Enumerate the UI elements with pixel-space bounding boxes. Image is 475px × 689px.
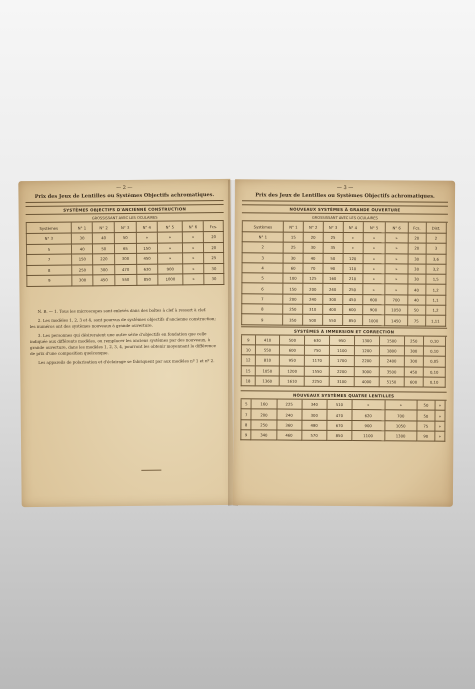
table-cell: 125 <box>303 273 323 283</box>
table-cell: » <box>362 264 385 274</box>
table-cell: 20 <box>204 242 224 253</box>
table-cell: 460 <box>276 430 301 440</box>
table-cell: 200 <box>251 409 276 419</box>
table-cell: 35 <box>323 243 343 253</box>
table-cell: 600 <box>362 294 385 304</box>
note-paragraph: 3. Les personnes qui désireraient une autre série d'objectifs en fondation que celle indiquée aux différents modèles, ou remplacer les anciens systèmes par des nouveaux, à grande ouverture, dans les modèles 1, 2, 3, 4, pourront les obtenir moyennant la différence de prix d'une composition quelconque. <box>29 330 216 356</box>
right-page-number: — 3 — <box>336 184 354 192</box>
table-body <box>26 231 224 286</box>
table-cell: 240 <box>277 409 302 419</box>
table-cell: 1000 <box>158 274 183 285</box>
four-lens-section-heading: NOUVEAUX SYSTÈMES QUATRE LENTILLES <box>241 390 447 400</box>
table-cell: 900 <box>158 263 183 274</box>
table-cell: 0,10 <box>423 336 445 346</box>
table-cell: 50 <box>114 232 136 243</box>
title-rule <box>242 200 448 202</box>
left-section-heading: SYSTÈMES OBJECTIFS D'ANCIENNE CONSTRUCTION <box>26 204 224 215</box>
table-cell: 1,1 <box>425 295 446 305</box>
column-header: Systèmes <box>242 221 283 232</box>
table-cell: » <box>363 243 386 253</box>
table-cell: 40 <box>93 233 115 244</box>
table-cell: 900 <box>352 420 385 431</box>
table-cell: » <box>385 253 408 263</box>
table-cell: 1300 <box>354 336 379 346</box>
column-header: Fcs. <box>408 222 426 233</box>
table-cell: 250 <box>404 336 423 346</box>
table-cell: 350 <box>283 314 303 324</box>
table-cell: 3,6 <box>426 254 447 264</box>
table-cell: » <box>385 233 408 243</box>
table-cell: 30 <box>408 254 426 264</box>
table-row <box>241 376 445 388</box>
table-cell: 8 <box>27 265 72 276</box>
table-cell: 480 <box>302 420 327 430</box>
table-cell: 30 <box>204 263 224 274</box>
decorative-rule <box>141 470 161 471</box>
table-cell: 40 <box>71 243 93 254</box>
table-cell: » <box>158 242 183 253</box>
table-cell: 1,2 <box>425 285 446 295</box>
table-cell: 550 <box>115 274 137 285</box>
table-cell: 75 <box>417 421 435 431</box>
table-cell: 850 <box>342 315 362 325</box>
table-cell: 5 <box>26 244 71 255</box>
table-cell: » <box>182 232 204 243</box>
title-rule <box>26 200 224 203</box>
right-page <box>233 179 455 507</box>
table-cell: 65 <box>115 243 137 254</box>
table-cell: 950 <box>280 355 305 365</box>
table-cell: » <box>385 274 408 284</box>
table-cell: 0,10 <box>423 346 445 356</box>
table-cell: 2400 <box>379 356 404 366</box>
table-cell: 6 <box>242 283 283 294</box>
table-cell: 250 <box>283 304 303 314</box>
left-page-title: Prix des Jeux de Lentilles ou Systèmes Objectifs achromatiques. <box>34 192 215 200</box>
table-cell: 950 <box>330 336 355 346</box>
column-header: N° 1 <box>283 222 303 233</box>
table-cell: 570 <box>302 430 327 440</box>
table-cell: 600 <box>404 377 423 387</box>
table-cell: 600 <box>280 345 305 355</box>
table-cell: 300 <box>93 264 115 275</box>
table-cell: » <box>385 400 418 410</box>
table-cell: » <box>363 253 386 263</box>
table-row <box>242 314 446 326</box>
table-cell: 50 <box>323 253 343 263</box>
table-cell: 4 <box>242 263 283 274</box>
table-cell: 25 <box>323 232 343 242</box>
table-cell: 600 <box>342 305 362 315</box>
table-cell: 450 <box>136 253 158 264</box>
table-cell: 20 <box>408 233 426 243</box>
table-cell: 900 <box>362 305 385 315</box>
table-cell: 50 <box>417 401 435 411</box>
column-header: N° 4 <box>136 222 158 233</box>
table-cell: » <box>385 264 408 274</box>
table-cell: 3100 <box>329 376 354 386</box>
column-header: N° 3 <box>323 222 343 233</box>
table-cell: 2250 <box>304 376 329 386</box>
table-cell: » <box>363 233 386 243</box>
table-cell: 240 <box>303 294 323 304</box>
table-body <box>242 232 447 326</box>
table-cell: 630 <box>305 335 330 345</box>
table-cell: 1050 <box>255 365 280 375</box>
table-cell: 240 <box>323 284 343 294</box>
open-catalogue-booklet <box>20 180 454 506</box>
table-cell: 450 <box>342 294 362 304</box>
table-cell: 30 <box>303 243 323 253</box>
table-cell: 10 <box>241 345 255 355</box>
table-cell: 8 <box>242 304 283 315</box>
column-header: N° 2 <box>93 222 115 233</box>
table-cell: 200 <box>303 284 323 294</box>
table-cell: 550 <box>322 315 342 325</box>
table-cell: 810 <box>255 355 280 365</box>
table-cell: 1,2 <box>425 305 446 315</box>
table-cell: 12 <box>241 355 255 365</box>
table-cell: 70 <box>303 263 323 273</box>
table-cell: 25 <box>283 242 303 252</box>
table-cell: N° 1 <box>242 232 283 243</box>
table-cell: 0,10 <box>423 367 445 377</box>
table-cell: 1300 <box>384 431 417 442</box>
table-cell: 7 <box>27 254 72 265</box>
table-cell: 300 <box>115 253 137 264</box>
table-cell: 1100 <box>330 345 355 355</box>
column-header: N° 6 <box>182 221 204 232</box>
table-cell: » <box>182 242 204 253</box>
table-cell: 340 <box>302 400 327 410</box>
table-cell: 110 <box>343 263 363 273</box>
table-cell: 3000 <box>354 366 379 376</box>
table-cell: 250 <box>72 264 94 275</box>
table-cell: 50 <box>93 243 115 254</box>
table-cell: » <box>362 284 385 294</box>
table-cell: 450 <box>93 275 115 286</box>
table-cell: 470 <box>327 410 352 420</box>
table-cell: 20 <box>303 232 323 242</box>
table-cell: 850 <box>327 430 352 440</box>
table-cell: N° 3 <box>26 233 71 244</box>
table-cell: » <box>136 232 158 243</box>
table-cell: 8 <box>241 420 251 430</box>
table-cell: 500 <box>280 335 305 345</box>
table-cell: 750 <box>305 345 330 355</box>
table-cell: 90 <box>417 431 435 441</box>
table-cell: 40 <box>303 253 323 263</box>
table-cell: 220 <box>93 254 115 265</box>
table-cell: 30 <box>408 264 426 274</box>
table-cell: » <box>435 401 445 411</box>
table-cell: 40 <box>407 284 425 294</box>
table-cell: » <box>343 232 363 242</box>
table-cell: 400 <box>323 304 343 314</box>
table-cell: 340 <box>251 430 276 440</box>
table-cell: 1500 <box>379 336 404 346</box>
table-cell: 30 <box>71 233 93 244</box>
table-cell: 500 <box>303 315 323 325</box>
table-cell: 30 <box>408 274 426 284</box>
column-header: N° 1 <box>71 222 93 233</box>
table-cell: 630 <box>136 264 158 275</box>
table-cell: 9 <box>241 335 255 345</box>
table-cell: 3 <box>242 252 283 263</box>
table-cell: 3,2 <box>426 264 447 274</box>
table-cell: 1,5 <box>425 274 446 284</box>
table-cell: 0,10 <box>423 377 445 387</box>
table-cell: 300 <box>404 346 423 356</box>
table-cell: » <box>182 253 204 264</box>
table-cell: 1200 <box>354 346 379 356</box>
table-cell: 90 <box>323 263 343 273</box>
note-paragraph: Les appareils de polarisation et d'éclairage se fabriquent par aux modèles nº 1 et nº 2. <box>38 357 215 365</box>
column-header: N° 4 <box>343 222 363 233</box>
four-lens-price-table <box>240 399 445 442</box>
table-cell: 25 <box>204 252 224 263</box>
note-paragraph: N. B. — 1. Tous les microscopes sont enlevés dans des boîtes à clef à ressort à clef. <box>37 306 207 314</box>
table-cell: 3 <box>426 243 447 253</box>
table-cell: 5150 <box>379 377 404 387</box>
table-cell: » <box>435 421 445 431</box>
table-body <box>241 399 445 441</box>
table-cell: 50 <box>417 410 435 420</box>
table-cell: 2200 <box>329 366 354 376</box>
table-cell: 160 <box>251 400 276 410</box>
table-cell: 1550 <box>305 366 330 376</box>
table-cell: 2200 <box>354 356 379 366</box>
table-cell: 5 <box>242 273 283 284</box>
table-cell: 300 <box>72 275 94 286</box>
table-cell: 200 <box>283 294 303 304</box>
table-cell: 1170 <box>305 355 330 365</box>
table-cell: 300 <box>404 356 423 366</box>
table-cell: 1450 <box>385 315 408 325</box>
table-cell: 510 <box>327 400 352 410</box>
table-cell: 450 <box>404 366 423 376</box>
column-header: Systèmes <box>26 223 71 234</box>
left-page-number: — 2 — <box>116 184 133 192</box>
table-cell: 150 <box>71 254 93 265</box>
column-header: N° 5 <box>363 222 386 233</box>
table-cell: 9 <box>241 430 251 440</box>
table-cell: 15 <box>283 232 303 242</box>
table-cell: » <box>183 263 205 274</box>
table-row <box>241 430 445 442</box>
table-cell: 300 <box>323 294 343 304</box>
table-cell: 1360 <box>255 376 280 386</box>
left-price-table <box>26 221 225 287</box>
table-cell: 210 <box>343 274 363 284</box>
table-cell: 250 <box>251 420 276 430</box>
table-cell: » <box>435 411 445 421</box>
column-header: Dist. <box>426 223 447 234</box>
left-subheading: GROSSISSANT AVEC LES OCULAIRES <box>26 213 224 223</box>
table-cell: 20 <box>204 231 224 242</box>
table-cell: 850 <box>136 274 158 285</box>
table-cell: 360 <box>276 420 301 430</box>
table-cell: 225 <box>277 400 302 410</box>
table-cell: 550 <box>255 345 280 355</box>
column-header: N° 6 <box>385 222 408 233</box>
table-cell: 20 <box>408 243 426 253</box>
table-cell: 0,05 <box>423 356 445 366</box>
table-cell: 60 <box>283 263 303 273</box>
table-cell: 4000 <box>354 376 379 386</box>
right-subheading: GROSSISSANT AVEC LES OCULAIRES <box>242 213 448 222</box>
table-body <box>241 335 445 387</box>
table-cell: 30 <box>204 273 224 284</box>
table-cell: 120 <box>343 253 363 263</box>
table-cell: 150 <box>283 284 303 294</box>
table-cell: 620 <box>352 410 385 421</box>
table-cell: 700 <box>385 295 408 305</box>
table-cell: 1700 <box>329 356 354 366</box>
table-cell: 5 <box>241 399 251 409</box>
table-cell: 150 <box>136 243 158 254</box>
table-cell: 30 <box>283 253 303 263</box>
table-cell: 1100 <box>352 431 385 442</box>
table-cell: » <box>158 253 183 264</box>
table-cell: 7 <box>241 409 251 419</box>
note-paragraph: 2. Les modèles 1, 2, 3 et 4, sont pourvus de systèmes objectifs d'ancienne construction; les numéros ont des systèmes nouveaux à grande ouverture. <box>29 315 216 329</box>
table-cell: 1800 <box>379 346 404 356</box>
immersion-section-heading: SYSTÈMES À IMMERSION ET CORRECTION <box>241 326 447 336</box>
table-cell: » <box>183 274 205 285</box>
table-cell: 1610 <box>280 376 305 386</box>
table-cell: » <box>385 243 408 253</box>
table-cell: 18 <box>241 376 255 386</box>
table-cell: 50 <box>407 305 425 315</box>
table-cell: 250 <box>343 284 363 294</box>
table-cell: » <box>343 243 363 253</box>
table-cell: 300 <box>302 410 327 420</box>
left-page <box>18 179 233 507</box>
table-cell: 100 <box>283 273 303 283</box>
right-section-heading: NOUVEAUX SYSTÈMES À GRANDE OUVERTURE <box>242 204 448 214</box>
right-price-table <box>241 221 447 326</box>
table-cell: » <box>352 400 385 410</box>
table-cell: 3500 <box>379 366 404 376</box>
table-cell: 410 <box>255 335 280 345</box>
immersion-price-table <box>241 335 446 388</box>
table-cell: 470 <box>115 264 137 275</box>
table-cell: 75 <box>407 315 425 325</box>
column-header: N° 3 <box>114 222 136 233</box>
column-header: N° 5 <box>157 221 182 232</box>
column-header: Fcs. <box>204 221 224 232</box>
table-cell: 9 <box>27 275 72 286</box>
table-cell: 310 <box>303 304 323 314</box>
table-cell: 9 <box>242 314 283 325</box>
table-cell: 15 <box>241 365 255 375</box>
table-cell: 7 <box>242 294 283 305</box>
table-cell: 2 <box>426 233 447 243</box>
table-cell: 40 <box>407 295 425 305</box>
table-cell: » <box>158 232 183 243</box>
table-cell: » <box>385 284 408 294</box>
table-cell: 1000 <box>362 315 385 325</box>
table-cell: 2 <box>242 242 283 253</box>
table-cell: » <box>435 431 445 441</box>
table-cell: 1200 <box>280 366 305 376</box>
table-cell: 160 <box>323 274 343 284</box>
table-cell: 670 <box>327 420 352 430</box>
table-cell: 1050 <box>384 421 417 432</box>
table-cell: 700 <box>384 410 417 421</box>
right-page-title: Prix des Jeux de Lentilles ou Systèmes Objectifs achromatiques. <box>255 192 435 200</box>
table-cell: » <box>362 274 385 284</box>
table-cell: 1,11 <box>425 315 446 325</box>
column-header: N° 2 <box>303 222 323 233</box>
table-cell: 1050 <box>385 305 408 315</box>
